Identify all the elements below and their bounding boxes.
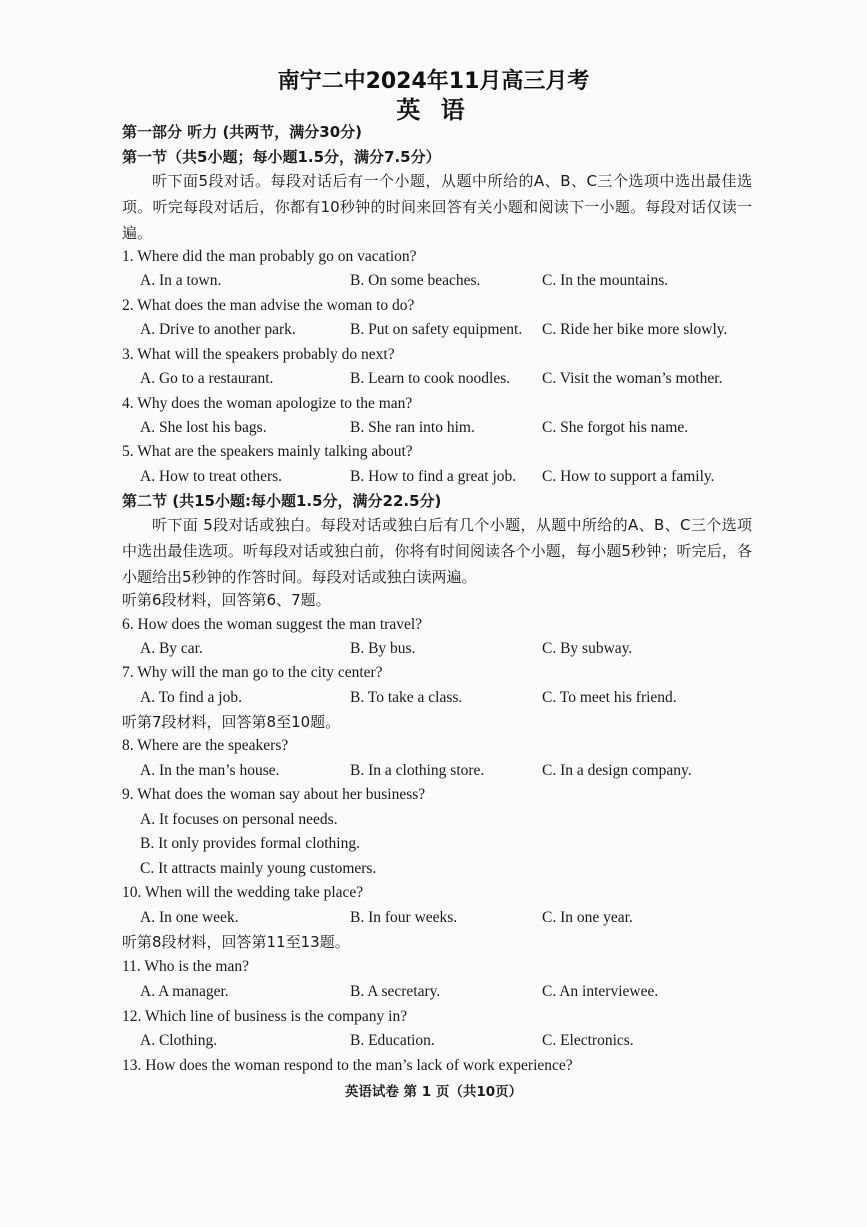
q1-option-a: A. In a town. [140, 272, 222, 289]
q4-option-b: B. She ran into him. [350, 419, 475, 436]
q12-option-b: B. Education. [350, 1032, 435, 1049]
section1-heading: 第一节（共5小题；每小题1.5分，满分7.5分） [122, 148, 441, 166]
q4-option-c: C. She forgot his name. [542, 419, 689, 436]
section2-heading: 第二节 (共15小题:每小题1.5分，满分22.5分) [122, 492, 442, 510]
material-7-heading: 听第7段材料，回答第8至10题。 [122, 713, 341, 731]
q5-option-b: B. How to find a great job. [350, 468, 517, 485]
question-6: 6. How does the woman suggest the man travel? [122, 616, 423, 633]
page-footer: 英语试卷 第 1 页（共10页） [344, 1084, 523, 1100]
q11-option-a: A. A manager. [140, 983, 229, 1000]
question-4: 4. Why does the woman apologize to the man? [122, 395, 413, 412]
q9-option-b: B. It only provides formal clothing. [140, 835, 360, 852]
q12-option-c: C. Electronics. [542, 1032, 634, 1049]
q11-option-c: C. An interviewee. [542, 983, 659, 1000]
question-1: 1. Where did the man probably go on vacation? [122, 248, 417, 265]
part1-heading: 第一部分 听力 (共两节，满分30分) [122, 123, 363, 141]
q7-option-a: A. To find a job. [140, 689, 242, 706]
q7-option-c: C. To meet his friend. [542, 689, 677, 706]
q9-option-a: A. It focuses on personal needs. [140, 811, 338, 828]
q6-option-a: A. By car. [140, 640, 203, 657]
question-12: 12. Which line of business is the company in? [122, 1008, 408, 1025]
q8-option-a: A. In the man’s house. [140, 762, 280, 779]
exam-title: 南宁二中2024年11月高三月考 [277, 69, 590, 94]
q6-option-b: B. By bus. [350, 640, 416, 657]
subject-title: 英 语 [396, 96, 471, 124]
material-6-heading: 听第6段材料，回答第6、7题。 [122, 591, 331, 609]
question-8: 8. Where are the speakers? [122, 737, 289, 754]
q3-option-a: A. Go to a restaurant. [140, 370, 274, 387]
q8-option-b: B. In a clothing store. [350, 762, 485, 779]
q11-option-b: B. A secretary. [350, 983, 441, 1000]
q10-option-a: A. In one week. [140, 909, 239, 926]
q6-option-c: C. By subway. [542, 640, 633, 657]
q2-option-c: C. Ride her bike more slowly. [542, 321, 728, 338]
q8-option-c: C. In a design company. [542, 762, 692, 779]
q9-option-c: C. It attracts mainly young customers. [140, 860, 377, 877]
q4-option-a: A. She lost his bags. [140, 419, 267, 436]
question-13: 13. How does the woman respond to the man’s lack of work experience? [122, 1057, 573, 1074]
question-5: 5. What are the speakers mainly talking about? [122, 443, 413, 460]
q1-option-b: B. On some beaches. [350, 272, 481, 289]
section2-instructions: 听下面 5段对话或独白。每段对话或独白后有几个小题，从题中所给的A、B、C三个选项中选出最佳选项。听每段对话或独白前，你将有时间阅读各个小题，每小题5秒钟；听完后，各小题给出5秒钟的作答时间。每段对话或独白读两遍。 [122, 516, 752, 586]
q2-option-a: A. Drive to another park. [140, 321, 296, 338]
q3-option-b: B. Learn to cook noodles. [350, 370, 511, 387]
q5-option-c: C. How to support a family. [542, 468, 715, 485]
material-8-heading: 听第8段材料，回答第11至13题。 [122, 933, 350, 951]
question-7: 7. Why will the man go to the city center? [122, 664, 383, 681]
q5-option-a: A. How to treat others. [140, 468, 283, 485]
q10-option-b: B. In four weeks. [350, 909, 458, 926]
question-2: 2. What does the man advise the woman to do? [122, 297, 415, 314]
q2-option-b: B. Put on safety equipment. [350, 321, 523, 338]
q1-option-c: C. In the mountains. [542, 272, 669, 289]
section1-instructions: 听下面5段对话。每段对话后有一个小题，从题中所给的A、B、C三个选项中选出最佳选项。听完每段对话后，你都有10秒钟的时间来回答有关小题和阅读下一小题。每段对话仅读一遍。 [122, 172, 752, 242]
q12-option-a: A. Clothing. [140, 1032, 218, 1049]
q7-option-b: B. To take a class. [350, 689, 463, 706]
question-9: 9. What does the woman say about her business? [122, 786, 426, 803]
q3-option-c: C. Visit the woman’s mother. [542, 370, 723, 387]
q10-option-c: C. In one year. [542, 909, 633, 926]
question-3: 3. What will the speakers probably do next? [122, 346, 395, 363]
question-11: 11. Who is the man? [122, 958, 249, 975]
question-10: 10. When will the wedding take place? [122, 884, 364, 901]
